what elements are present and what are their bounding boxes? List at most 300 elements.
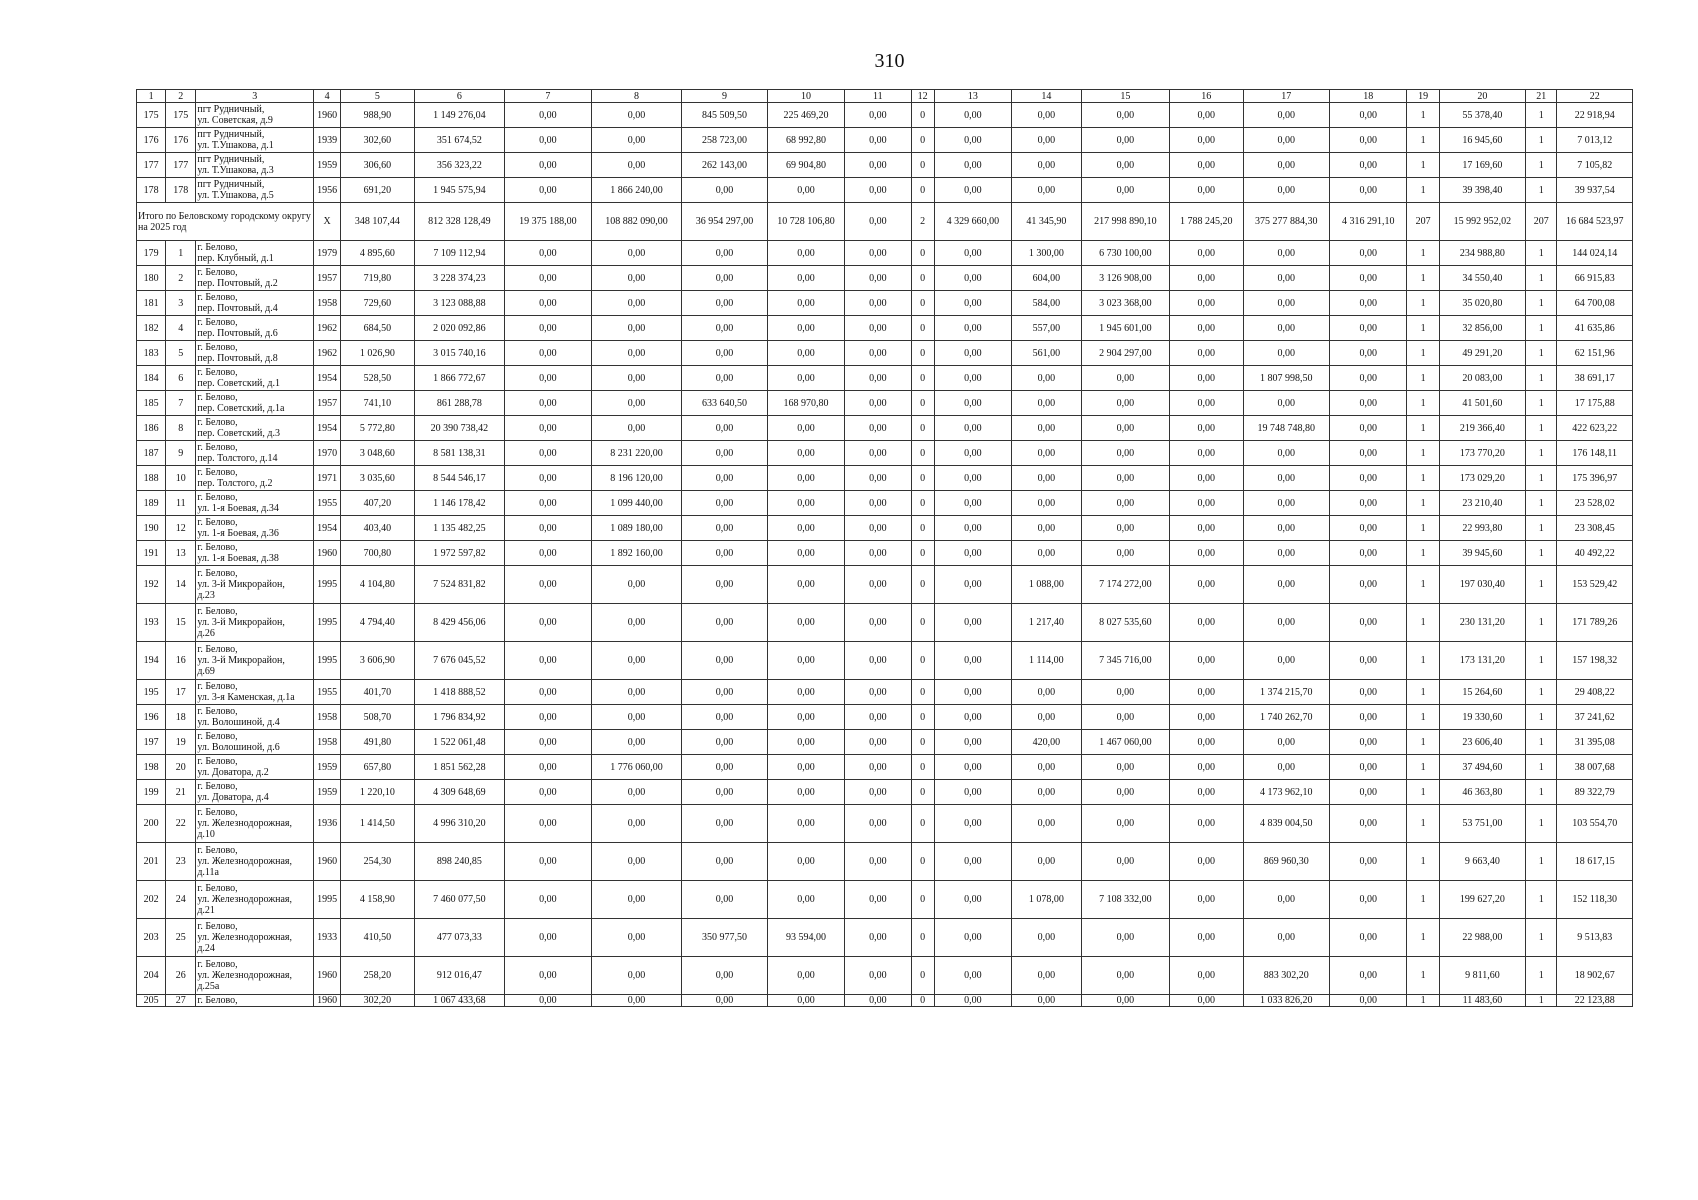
value-cell-c18: 0,00 <box>1330 881 1407 919</box>
value-cell-c17: 0,00 <box>1243 541 1330 566</box>
value-cell-c10: 0,00 <box>767 266 844 291</box>
value-cell-c7: 0,00 <box>505 755 592 780</box>
value-cell-c17: 0,00 <box>1243 391 1330 416</box>
row-number: 203 <box>137 919 166 957</box>
year-cell: 1995 <box>314 566 341 604</box>
column-header-11: 11 <box>845 90 911 103</box>
value-cell-c22: 39 937,54 <box>1557 178 1633 203</box>
address-line: г. Белово, <box>197 517 238 528</box>
value-cell-c8: 1 892 160,00 <box>591 541 682 566</box>
value-cell-c14: 0,00 <box>1012 128 1081 153</box>
year-cell: 1955 <box>314 491 341 516</box>
value-cell-c5: 3 606,90 <box>341 642 414 680</box>
value-cell-c6: 1 945 575,94 <box>414 178 505 203</box>
value-cell-c19: 1 <box>1407 441 1439 466</box>
address-line: д.69 <box>197 666 215 677</box>
value-cell-c15: 0,00 <box>1081 153 1170 178</box>
value-cell-c12: 0 <box>911 566 934 604</box>
value-cell-c21: 1 <box>1526 266 1557 291</box>
value-cell-c19: 1 <box>1407 341 1439 366</box>
value-cell-c10: 0,00 <box>767 291 844 316</box>
value-cell-c7: 0,00 <box>505 341 592 366</box>
value-cell-c10: 0,00 <box>767 241 844 266</box>
value-cell-c14: 0,00 <box>1012 957 1081 995</box>
value-cell-c18: 0,00 <box>1330 995 1407 1007</box>
value-cell-c21: 1 <box>1526 391 1557 416</box>
value-cell-c7: 0,00 <box>505 491 592 516</box>
value-cell-c12: 0 <box>911 291 934 316</box>
table-row <box>137 604 1633 642</box>
column-header-18: 18 <box>1330 90 1407 103</box>
value-cell-c12: 0 <box>911 805 934 843</box>
address-cell <box>196 178 314 203</box>
address-line: ул. 1-я Боевая, д.38 <box>197 553 279 564</box>
value-cell-c22: 40 492,22 <box>1557 541 1633 566</box>
value-cell-c9: 0,00 <box>682 730 768 755</box>
address-line: ул. Т.Ушакова, д.3 <box>197 165 274 176</box>
value-cell-c14: 1 300,00 <box>1012 241 1081 266</box>
value-cell-c13: 0,00 <box>934 705 1011 730</box>
value-cell-c21: 1 <box>1526 805 1557 843</box>
value-cell-c13: 0,00 <box>934 566 1011 604</box>
value-cell-c22: 62 151,96 <box>1557 341 1633 366</box>
year-cell: 1995 <box>314 642 341 680</box>
table-row <box>137 103 1633 128</box>
value-cell-c17: 0,00 <box>1243 291 1330 316</box>
value-cell-c22: 23 528,02 <box>1557 491 1633 516</box>
value-cell-c13: 0,00 <box>934 491 1011 516</box>
row-number: 184 <box>137 366 166 391</box>
row-subnumber: 10 <box>166 466 196 491</box>
value-cell-c19: 1 <box>1407 843 1439 881</box>
value-cell-c17: 0,00 <box>1243 178 1330 203</box>
value-cell-c11: 0,00 <box>845 755 911 780</box>
value-cell-c14: 0,00 <box>1012 178 1081 203</box>
value-cell-c20: 9 811,60 <box>1439 957 1526 995</box>
row-number: 177 <box>137 153 166 178</box>
value-cell-c14: 0,00 <box>1012 680 1081 705</box>
column-header-19: 19 <box>1407 90 1439 103</box>
address-line: ул. 3-й Микрорайон, <box>197 655 285 666</box>
value-cell-c22: 18 617,15 <box>1557 843 1633 881</box>
value-cell-c17: 4 173 962,10 <box>1243 780 1330 805</box>
value-cell-c11: 0,00 <box>845 957 911 995</box>
value-cell-c8: 0,00 <box>591 604 682 642</box>
address-line: г. Белово, <box>197 568 238 579</box>
value-cell-c22: 29 408,22 <box>1557 680 1633 705</box>
column-header-20: 20 <box>1439 90 1526 103</box>
year-cell: 1954 <box>314 516 341 541</box>
value-cell-c12: 0 <box>911 755 934 780</box>
value-cell-c13: 0,00 <box>934 366 1011 391</box>
total-value-c22: 16 684 523,97 <box>1557 203 1633 241</box>
value-cell-c19: 1 <box>1407 128 1439 153</box>
value-cell-c18: 0,00 <box>1330 730 1407 755</box>
table-row <box>137 491 1633 516</box>
value-cell-c14: 0,00 <box>1012 466 1081 491</box>
value-cell-c6: 1 522 061,48 <box>414 730 505 755</box>
value-cell-c17: 0,00 <box>1243 566 1330 604</box>
value-cell-c12: 0 <box>911 780 934 805</box>
column-header-15: 15 <box>1081 90 1170 103</box>
table-row <box>137 566 1633 604</box>
table-row <box>137 466 1633 491</box>
column-header-9: 9 <box>682 90 768 103</box>
total-value-c5: 348 107,44 <box>341 203 414 241</box>
value-cell-c11: 0,00 <box>845 642 911 680</box>
year-cell: 1939 <box>314 128 341 153</box>
value-cell-c9: 633 640,50 <box>682 391 768 416</box>
year-cell: 1960 <box>314 843 341 881</box>
table-body <box>137 103 1633 1007</box>
value-cell-c20: 9 663,40 <box>1439 843 1526 881</box>
value-cell-c6: 912 016,47 <box>414 957 505 995</box>
value-cell-c16: 0,00 <box>1170 730 1243 755</box>
value-cell-c12: 0 <box>911 266 934 291</box>
value-cell-c8: 0,00 <box>591 730 682 755</box>
value-cell-c15: 7 345 716,00 <box>1081 642 1170 680</box>
value-cell-c22: 9 513,83 <box>1557 919 1633 957</box>
table-row <box>137 128 1633 153</box>
value-cell-c7: 0,00 <box>505 642 592 680</box>
value-cell-c9: 262 143,00 <box>682 153 768 178</box>
value-cell-c16: 0,00 <box>1170 266 1243 291</box>
value-cell-c7: 0,00 <box>505 466 592 491</box>
value-cell-c16: 0,00 <box>1170 995 1243 1007</box>
value-cell-c6: 4 309 648,69 <box>414 780 505 805</box>
value-cell-c13: 0,00 <box>934 391 1011 416</box>
row-number: 196 <box>137 705 166 730</box>
table-row <box>137 178 1633 203</box>
value-cell-c12: 0 <box>911 153 934 178</box>
value-cell-c19: 1 <box>1407 566 1439 604</box>
value-cell-c13: 0,00 <box>934 642 1011 680</box>
value-cell-c14: 584,00 <box>1012 291 1081 316</box>
value-cell-c21: 1 <box>1526 441 1557 466</box>
value-cell-c5: 3 048,60 <box>341 441 414 466</box>
value-cell-c12: 0 <box>911 881 934 919</box>
address-line: г. Белово, <box>197 883 238 894</box>
value-cell-c7: 0,00 <box>505 730 592 755</box>
value-cell-c12: 0 <box>911 957 934 995</box>
address-cell <box>196 491 314 516</box>
value-cell-c13: 0,00 <box>934 266 1011 291</box>
value-cell-c7: 0,00 <box>505 541 592 566</box>
value-cell-c6: 20 390 738,42 <box>414 416 505 441</box>
row-subnumber: 11 <box>166 491 196 516</box>
value-cell-c12: 0 <box>911 516 934 541</box>
value-cell-c21: 1 <box>1526 466 1557 491</box>
total-value-c17: 375 277 884,30 <box>1243 203 1330 241</box>
address-line: г. Белово, <box>197 317 238 328</box>
value-cell-c21: 1 <box>1526 491 1557 516</box>
table-row <box>137 366 1633 391</box>
value-cell-c22: 422 623,22 <box>1557 416 1633 441</box>
value-cell-c19: 1 <box>1407 642 1439 680</box>
value-cell-c17: 0,00 <box>1243 316 1330 341</box>
address-line: ул. 1-я Боевая, д.34 <box>197 503 279 514</box>
value-cell-c21: 1 <box>1526 103 1557 128</box>
value-cell-c17: 0,00 <box>1243 881 1330 919</box>
value-cell-c10: 0,00 <box>767 516 844 541</box>
value-cell-c9: 0,00 <box>682 957 768 995</box>
value-cell-c6: 356 323,22 <box>414 153 505 178</box>
value-cell-c18: 0,00 <box>1330 241 1407 266</box>
row-number: 198 <box>137 755 166 780</box>
value-cell-c13: 0,00 <box>934 103 1011 128</box>
value-cell-c5: 302,20 <box>341 995 414 1007</box>
value-cell-c13: 0,00 <box>934 291 1011 316</box>
value-cell-c15: 6 730 100,00 <box>1081 241 1170 266</box>
address-cell <box>196 566 314 604</box>
address-line: пер. Советский, д.1 <box>197 378 280 389</box>
row-subnumber: 14 <box>166 566 196 604</box>
value-cell-c21: 1 <box>1526 341 1557 366</box>
value-cell-c19: 1 <box>1407 805 1439 843</box>
value-cell-c14: 0,00 <box>1012 153 1081 178</box>
value-cell-c17: 1 374 215,70 <box>1243 680 1330 705</box>
total-value-c15: 217 998 890,10 <box>1081 203 1170 241</box>
value-cell-c8: 0,00 <box>591 416 682 441</box>
value-cell-c10: 68 992,80 <box>767 128 844 153</box>
address-cell <box>196 416 314 441</box>
value-cell-c19: 1 <box>1407 755 1439 780</box>
value-cell-c14: 557,00 <box>1012 316 1081 341</box>
value-cell-c17: 869 960,30 <box>1243 843 1330 881</box>
value-cell-c13: 0,00 <box>934 780 1011 805</box>
address-cell <box>196 881 314 919</box>
value-cell-c22: 31 395,08 <box>1557 730 1633 755</box>
value-cell-c17: 0,00 <box>1243 516 1330 541</box>
value-cell-c9: 0,00 <box>682 491 768 516</box>
column-header-2: 2 <box>166 90 196 103</box>
value-cell-c8: 0,00 <box>591 642 682 680</box>
row-subnumber: 2 <box>166 266 196 291</box>
table-row <box>137 730 1633 755</box>
row-subnumber: 8 <box>166 416 196 441</box>
value-cell-c16: 0,00 <box>1170 103 1243 128</box>
value-cell-c21: 1 <box>1526 730 1557 755</box>
value-cell-c7: 0,00 <box>505 705 592 730</box>
table-row <box>137 291 1633 316</box>
value-cell-c21: 1 <box>1526 291 1557 316</box>
value-cell-c21: 1 <box>1526 680 1557 705</box>
column-header-4: 4 <box>314 90 341 103</box>
value-cell-c14: 0,00 <box>1012 780 1081 805</box>
value-cell-c9: 0,00 <box>682 266 768 291</box>
value-cell-c7: 0,00 <box>505 881 592 919</box>
value-cell-c9: 0,00 <box>682 416 768 441</box>
value-cell-c11: 0,00 <box>845 441 911 466</box>
value-cell-c11: 0,00 <box>845 153 911 178</box>
address-cell <box>196 466 314 491</box>
value-cell-c6: 3 015 740,16 <box>414 341 505 366</box>
value-cell-c11: 0,00 <box>845 366 911 391</box>
address-cell <box>196 516 314 541</box>
column-header-5: 5 <box>341 90 414 103</box>
address-cell <box>196 919 314 957</box>
row-subnumber: 16 <box>166 642 196 680</box>
row-number: 176 <box>137 128 166 153</box>
year-cell: 1979 <box>314 241 341 266</box>
address-line: г. Белово, <box>197 807 238 818</box>
row-number: 200 <box>137 805 166 843</box>
value-cell-c20: 15 264,60 <box>1439 680 1526 705</box>
value-cell-c10: 0,00 <box>767 957 844 995</box>
value-cell-c16: 0,00 <box>1170 491 1243 516</box>
value-cell-c10: 0,00 <box>767 466 844 491</box>
value-cell-c10: 69 904,80 <box>767 153 844 178</box>
value-cell-c17: 0,00 <box>1243 604 1330 642</box>
value-cell-c11: 0,00 <box>845 604 911 642</box>
value-cell-c7: 0,00 <box>505 153 592 178</box>
column-header-7: 7 <box>505 90 592 103</box>
value-cell-c19: 1 <box>1407 541 1439 566</box>
table-row <box>137 441 1633 466</box>
value-cell-c14: 604,00 <box>1012 266 1081 291</box>
column-number-row <box>137 90 1633 103</box>
value-cell-c18: 0,00 <box>1330 680 1407 705</box>
value-cell-c15: 0,00 <box>1081 103 1170 128</box>
table-row <box>137 843 1633 881</box>
value-cell-c22: 7 105,82 <box>1557 153 1633 178</box>
value-cell-c20: 39 945,60 <box>1439 541 1526 566</box>
value-cell-c11: 0,00 <box>845 881 911 919</box>
column-header-1: 1 <box>137 90 166 103</box>
year-cell: 1955 <box>314 680 341 705</box>
value-cell-c13: 0,00 <box>934 516 1011 541</box>
value-cell-c20: 219 366,40 <box>1439 416 1526 441</box>
row-number: 190 <box>137 516 166 541</box>
value-cell-c17: 1 807 998,50 <box>1243 366 1330 391</box>
value-cell-c5: 4 104,80 <box>341 566 414 604</box>
year-cell: 1962 <box>314 316 341 341</box>
table-row <box>137 780 1633 805</box>
value-cell-c15: 0,00 <box>1081 843 1170 881</box>
value-cell-c9: 0,00 <box>682 466 768 491</box>
row-subnumber: 26 <box>166 957 196 995</box>
value-cell-c8: 0,00 <box>591 780 682 805</box>
value-cell-c19: 1 <box>1407 919 1439 957</box>
address-line: г. Белово, <box>197 342 238 353</box>
value-cell-c8: 0,00 <box>591 881 682 919</box>
address-line: ул. Железнодорожная, <box>197 932 292 943</box>
value-cell-c22: 66 915,83 <box>1557 266 1633 291</box>
value-cell-c9: 0,00 <box>682 642 768 680</box>
value-cell-c6: 1 796 834,92 <box>414 705 505 730</box>
value-cell-c18: 0,00 <box>1330 153 1407 178</box>
row-number: 195 <box>137 680 166 705</box>
value-cell-c6: 7 109 112,94 <box>414 241 505 266</box>
value-cell-c13: 0,00 <box>934 805 1011 843</box>
value-cell-c22: 23 308,45 <box>1557 516 1633 541</box>
value-cell-c11: 0,00 <box>845 919 911 957</box>
value-cell-c22: 144 024,14 <box>1557 241 1633 266</box>
value-cell-c20: 19 330,60 <box>1439 705 1526 730</box>
row-number: 199 <box>137 780 166 805</box>
address-line: г. Белово, <box>197 367 238 378</box>
value-cell-c15: 2 904 297,00 <box>1081 341 1170 366</box>
value-cell-c12: 0 <box>911 642 934 680</box>
value-cell-c8: 1 099 440,00 <box>591 491 682 516</box>
table-row <box>137 266 1633 291</box>
address-line: пгт Рудничный, <box>197 179 265 190</box>
row-subnumber: 175 <box>166 103 196 128</box>
value-cell-c16: 0,00 <box>1170 391 1243 416</box>
value-cell-c8: 1 776 060,00 <box>591 755 682 780</box>
value-cell-c16: 0,00 <box>1170 843 1243 881</box>
total-row <box>137 203 1633 241</box>
value-cell-c7: 0,00 <box>505 241 592 266</box>
value-cell-c16: 0,00 <box>1170 604 1243 642</box>
address-line: г. Белово, <box>197 606 238 617</box>
address-line: пгт Рудничный, <box>197 129 265 140</box>
value-cell-c14: 0,00 <box>1012 441 1081 466</box>
row-number: 183 <box>137 341 166 366</box>
value-cell-c20: 46 363,80 <box>1439 780 1526 805</box>
value-cell-c21: 1 <box>1526 316 1557 341</box>
value-cell-c11: 0,00 <box>845 491 911 516</box>
value-cell-c5: 302,60 <box>341 128 414 153</box>
value-cell-c19: 1 <box>1407 780 1439 805</box>
value-cell-c9: 350 977,50 <box>682 919 768 957</box>
value-cell-c22: 17 175,88 <box>1557 391 1633 416</box>
value-cell-c9: 0,00 <box>682 705 768 730</box>
value-cell-c5: 528,50 <box>341 366 414 391</box>
value-cell-c6: 1 146 178,42 <box>414 491 505 516</box>
value-cell-c6: 861 288,78 <box>414 391 505 416</box>
year-cell: 1954 <box>314 416 341 441</box>
value-cell-c19: 1 <box>1407 103 1439 128</box>
value-cell-c9: 0,00 <box>682 755 768 780</box>
value-cell-c11: 0,00 <box>845 466 911 491</box>
value-cell-c13: 0,00 <box>934 995 1011 1007</box>
value-cell-c15: 0,00 <box>1081 391 1170 416</box>
address-cell <box>196 153 314 178</box>
row-subnumber: 7 <box>166 391 196 416</box>
address-cell <box>196 103 314 128</box>
address-line: ул. Доватора, д.4 <box>197 792 269 803</box>
value-cell-c11: 0,00 <box>845 178 911 203</box>
row-subnumber: 24 <box>166 881 196 919</box>
column-header-14: 14 <box>1012 90 1081 103</box>
address-line: ул. 3-й Микрорайон, <box>197 579 285 590</box>
table-row <box>137 153 1633 178</box>
value-cell-c20: 41 501,60 <box>1439 391 1526 416</box>
value-cell-c8: 0,00 <box>591 566 682 604</box>
value-cell-c20: 35 020,80 <box>1439 291 1526 316</box>
value-cell-c9: 0,00 <box>682 805 768 843</box>
value-cell-c17: 883 302,20 <box>1243 957 1330 995</box>
address-line: д.26 <box>197 628 215 639</box>
value-cell-c15: 0,00 <box>1081 178 1170 203</box>
value-cell-c18: 0,00 <box>1330 516 1407 541</box>
value-cell-c18: 0,00 <box>1330 541 1407 566</box>
row-subnumber: 3 <box>166 291 196 316</box>
column-header-21: 21 <box>1526 90 1557 103</box>
year-cell: 1957 <box>314 266 341 291</box>
column-header-17: 17 <box>1243 90 1330 103</box>
value-cell-c16: 0,00 <box>1170 642 1243 680</box>
value-cell-c10: 0,00 <box>767 541 844 566</box>
value-cell-c21: 1 <box>1526 241 1557 266</box>
value-cell-c19: 1 <box>1407 957 1439 995</box>
value-cell-c20: 199 627,20 <box>1439 881 1526 919</box>
value-cell-c10: 0,00 <box>767 705 844 730</box>
total-value-c19: 207 <box>1407 203 1439 241</box>
value-cell-c15: 7 174 272,00 <box>1081 566 1170 604</box>
value-cell-c8: 0,00 <box>591 919 682 957</box>
